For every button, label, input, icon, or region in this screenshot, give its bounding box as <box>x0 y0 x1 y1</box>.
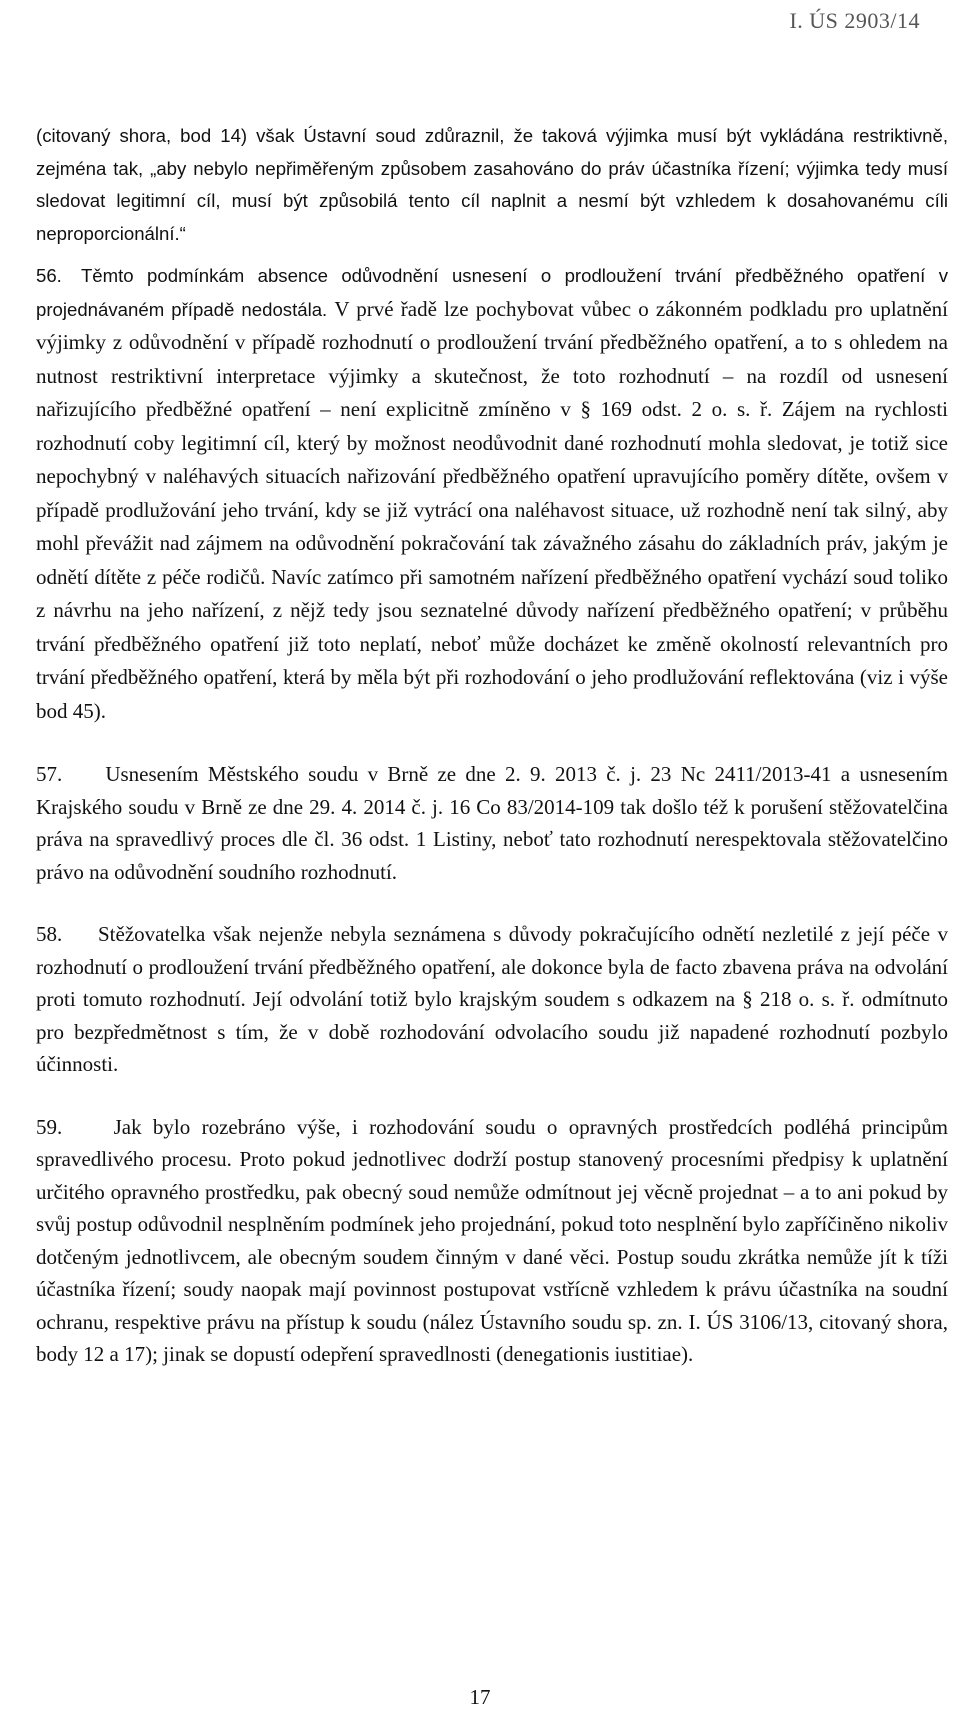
paragraph-56 <box>36 260 948 728</box>
paragraph-56-lead: Těmto podmínkám absence odůvodnění usnesení o prodloužení trvání předběžného opatření v projednávaném případě nedostála. <box>36 265 948 320</box>
paragraph-59-text: Jak bylo rozebráno výše, i rozhodování soudu o opravných prostředcích podléhá principům spravedlivého procesu. Proto pokud jednotlivec dodrží postup stanovený procesními předpisy k uplatnění určitého opravného prostředku, pak obecný soud nemůže odmítnout jej věcně projednat – a to ani pokud by svůj postup odůvodnil nesplněním podmínek jeho projednání, pokud toto nesplnění bylo zapříčiněno nikoliv dotčeným jednotlivcem, ale obecným soudem činným v dané věci. Postup soudu zkrátka nemůže jít k tíži účastníka řízení; soudy naopak mají povinnost postupovat vstřícně vzhledem k právu účastníka na soudní ochranu, respektive právu na přístup k soudu (nález Ústavního soudu sp. zn. I. ÚS 3106/13, citovaný shora, body 12 a 17); jinak se dopustí odepření spravedlnosti (denegationis iustitiae). <box>36 1114 948 1366</box>
paragraph-56-lead-block <box>36 260 948 728</box>
paragraph-58 <box>36 918 948 1081</box>
paragraph-57 <box>36 758 948 888</box>
page-number: 17 <box>469 1685 491 1709</box>
paragraph-58-number: 58. <box>36 922 63 946</box>
document-body <box>36 120 948 1371</box>
paragraph-59-number: 59. <box>36 1114 63 1139</box>
paragraph-56-number: 56. <box>36 265 62 286</box>
paragraph-57-number: 57. <box>36 762 63 786</box>
paragraph-59 <box>36 1111 948 1371</box>
paragraph-56-body: V prvé řadě lze pochybovat vůbec o zákonném podkladu pro uplatnění výjimky z odůvodnění v případě rozhodnutí o prodloužení trvání předběžného opatření, a to s ohledem na nutnost restriktivní interpretace výjimky a skutečnost, že toto rozhodnutí – na rozdíl od usnesení nařizujícího předběžné opatření – není explicitně zmíněno v § 169 odst. 2 o. s. ř. Zájem na rychlosti rozhodnutí coby legitimní cíl, který by možnost neodůvodnit dané rozhodnutí mohla sledovat, je totiž sice nepochybný v naléhavých situacích nařizování předběžného opatření upravujícího poměry dítěte, ovšem v případě prodlužování jeho trvání, kdy se již vytrácí ona naléhavost situace, už rozhodně není tak silný, aby mohl převážit nad zájmem na odůvodnění pokračování tak závažného zásahu do základních práv, jakým je odnětí dítěte z péče rodičů. Navíc zatímco při samotném nařízení předběžného opatření vychází soud toliko z návrhu na jeho nařízení, z nějž tedy jsou seznatelné důvody nařízení předběžného opatření; v průběhu trvání předběžného opatření již toto neplatí, neboť může docházet ke změně okolností relevantních pro trvání předběžného opatření, která by měla být při rozhodování o jeho prodlužování reflektována (viz i výše bod 45). <box>36 296 948 723</box>
paragraph-intro: (citovaný shora, bod 14) však Ústavní soud zdůraznil, že taková výjimka musí být vykládána restriktivně, zejména tak, „aby nebylo nepřiměřeným způsobem zasahováno do práv účastníka řízení; výjimka tedy musí sledovat legitimní cíl, musí být způsobilá tento cíl naplnit a nesmí být vzhledem k dosahovanému cíli neproporcionální.“ <box>36 125 948 244</box>
case-reference-header: I. ÚS 2903/14 <box>789 8 920 33</box>
paragraph-58-text: Stěžovatelka však nejenže nebyla seznámena s důvody pokračujícího odnětí nezletilé z její péče v rozhodnutí o prodloužení trvání předběžného opatření, ale dokonce byla de facto zbavena práva na odvolání proti tomuto rozhodnutí. Její odvolání totiž bylo krajským soudem s odkazem na § 218 o. s. ř. odmítnuto pro bezpředmětnost s tím, že v době rozhodování odvolacího soudu již napadené rozhodnutí pozbylo účinnosti. <box>36 922 948 1076</box>
paragraph-57-text: Usnesením Městského soudu v Brně ze dne 2. 9. 2013 č. j. 23 Nc 2411/2013-41 a usnesením Krajského soudu v Brně ze dne 29. 4. 2014 č. j. 16 Co 83/2014-109 tak došlo též k porušení stěžovatelčina práva na spravedlivý proces dle čl. 36 odst. 1 Listiny, neboť tato rozhodnutí nerespektovala stěžovatelčino právo na odůvodnění soudního rozhodnutí. <box>36 762 948 884</box>
